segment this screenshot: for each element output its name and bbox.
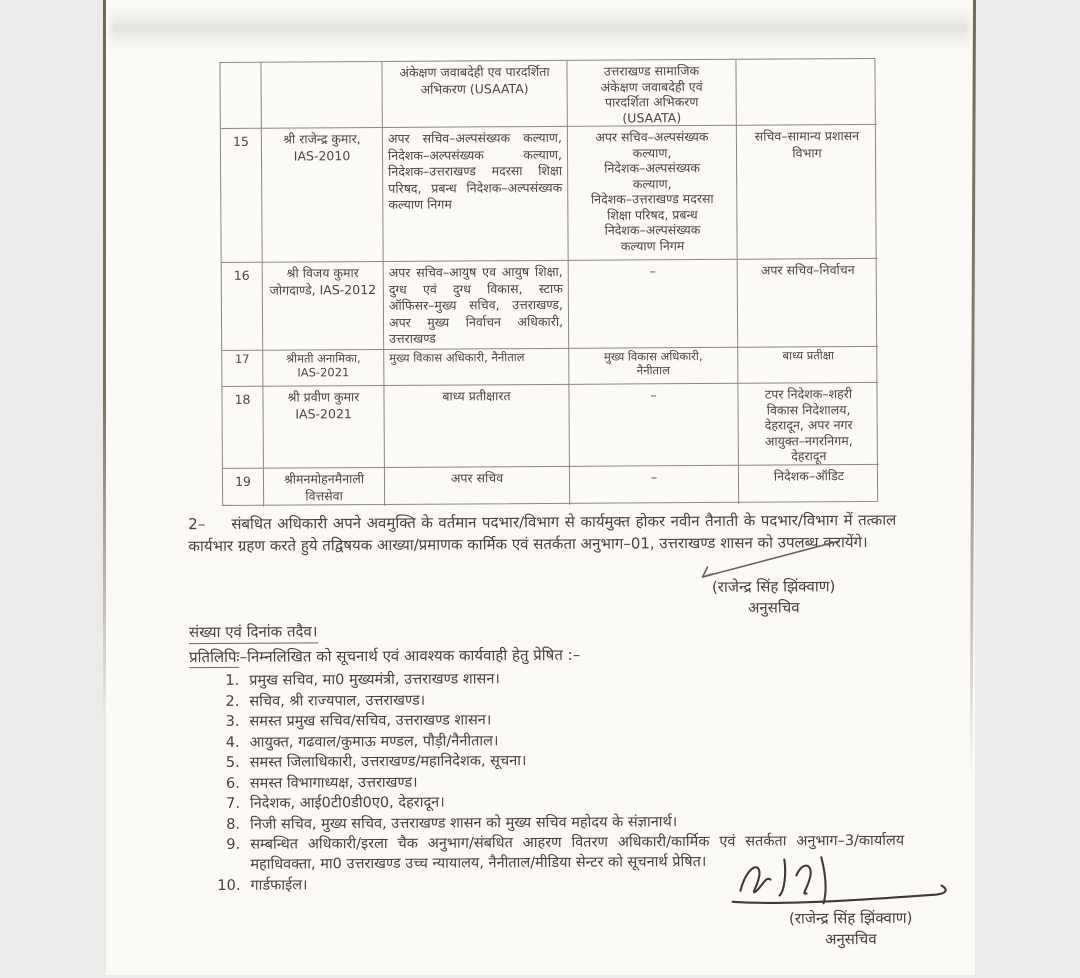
item-text: सचिव, श्री राज्यपाल, उत्तराखण्ड।	[249, 692, 426, 710]
table-cell: –	[570, 466, 739, 505]
signature-title: अनुसचिव	[824, 929, 877, 949]
table-cell: सचिव–सामान्य प्रशासन विभाग	[737, 125, 878, 260]
table-cell: मुख्य विकास अधिकारी, नैनीताल	[384, 349, 569, 386]
table-cell: उत्तराखण्ड सामाजिक अंकेक्षण जवाबदेही एवं पारदर्शिता अभिकरण (USAATA)	[567, 60, 736, 127]
table-cell: श्री विजय कुमार जोगदाण्डे, IAS-2012	[263, 262, 385, 351]
item-number: 1.	[225, 672, 240, 689]
copy-line	[189, 645, 580, 667]
item-text: निदेशक, आई0टी0डी0ए0, देहरादून।	[249, 794, 445, 812]
officer-signature-block-bottom	[741, 907, 961, 950]
item-number: 10.	[217, 877, 241, 894]
item-text: समस्त प्रमुख सचिव/सचिव, उत्तराखण्ड शासन।	[249, 712, 492, 730]
table-cell: अंकेक्षण जवाबदेही एव पारदर्शिता अभिकरण (USAATA)	[382, 61, 567, 128]
item-text: गार्डफाईल।	[250, 876, 308, 894]
paragraph-text: संबधित अधिकारी अपने अवमुक्ति के वर्तमान पदभार/विभाग से कार्यमुक्त होकर नवीन तैनाती के पदभार/विभाग में तत्काल कार्यभार ग्रहण करते हुये तद्विषयक आख्या/प्रमाणक कार्मिक एवं सतर्कता अनुभाग–01, उत्तराखण्ड शासन को उपलब्ध करायेंगे।	[188, 510, 897, 556]
table-cell: मुख्य विकास अधिकारी, नैनीताल	[569, 348, 738, 385]
table-cell: 15	[221, 129, 263, 263]
table-cell: श्रीमनमोहनमैनाली वित्तसेवा	[264, 468, 385, 507]
item-number: 6.	[225, 775, 240, 792]
signature-title: अनुसचिव	[747, 598, 800, 617]
table-cell: अपर सचिव–निर्वाचन	[738, 259, 879, 348]
item-number: 8.	[226, 816, 241, 833]
table-cell: –	[569, 260, 739, 349]
table-cell: निदेशक–ऑडिट	[773, 468, 845, 484]
item-text: निजी सचिव, मुख्य सचिव, उत्तराखण्ड शासन को मुख्य सचिव महोदय के संज्ञानार्थ।	[250, 813, 678, 833]
item-text: आयुक्त, गढवाल/कुमाऊ मण्डल, पौड़ी/नैनीताल।	[249, 732, 499, 751]
table-cell	[261, 62, 382, 129]
signature-name: (राजेन्द्र सिंह झिंक्वाण)	[711, 577, 836, 596]
signature-name: (राजेन्द्र सिंह झिंक्वाण)	[788, 908, 913, 928]
table-cell: 19	[223, 469, 264, 507]
reference-line: संख्या एवं दिनांक तदैव।	[189, 621, 318, 644]
table-cell: अपर सचिव–अल्पसंख्यक कल्याण, निदेशक–अल्पसंख्यक कल्याण, निदेशक–उत्तराखण्ड मदरसा शिक्षा परिषद, प्रबन्ध निदेशक–अल्पसंख्यक कल्याण निगम	[383, 127, 569, 262]
table-cell: 18	[222, 387, 264, 469]
item-number: 3.	[225, 713, 240, 730]
table-cell: 16	[222, 263, 264, 351]
copy-label: प्रतिलिपिः	[189, 647, 240, 667]
item-number: 7.	[226, 795, 241, 812]
table-cell: श्री प्रवीण कुमार IAS-2021	[263, 386, 384, 469]
table-cell: श्रीमती अनामिका, IAS-2021	[263, 350, 384, 387]
table-cell: टपर निदेशक–शहरी विकास निदेशालय, देहरादून, अपर नगर आयुक्त–नगरनिगम, देहरादून	[738, 383, 878, 466]
table-cell: अपर सचिव–आयुष एव आयुष शिक्षा, दुग्ध एवं दुग्ध विकास, स्टाफ ऑफिसर–मुख्य सचिव, उत्तराखण्ड, अपर मुख्य निर्वाचन अधिकारी, उत्तराखण्ड	[384, 261, 570, 350]
item-text: समस्त विभागाध्यक्ष, उत्तराखण्ड।	[249, 774, 418, 792]
item-text: प्रमुख सचिव, मा0 मुख्यमंत्री, उत्तराखण्ड शासन।	[249, 671, 500, 689]
table-cell: अपर सचिव–अल्पसंख्यक कल्याण, निदेशक–अल्पसंख्यक कल्याण, निदेशक–उत्तराखण्ड मदरसा शिक्षा परिषद, प्रबन्ध निदेशक–अल्पसंख्यक कल्याण निगम	[568, 126, 738, 261]
transfer-table	[219, 58, 878, 506]
item-text: सम्बन्धित अधिकारी/इरला चैक अनुभाग/संबधित आहरण वितरण अधिकारी/कार्मिक एवं सतर्कता अनुभाग–3/कार्यालय महाधिवक्ता, मा0 उत्तराखण्ड उच्च न्यायालय, नैनीताल/मीडिया सेन्टर को सूचनार्थ प्रेषित।	[250, 832, 905, 873]
item-number: 5.	[225, 754, 240, 771]
table-cell: श्री राजेन्द्र कुमार, IAS-2010	[262, 128, 384, 263]
item-text: समस्त जिलाधिकारी, उत्तराखण्ड/महानिदेशक, सूचना।	[249, 753, 527, 771]
signature-scribble-icon	[724, 849, 959, 912]
item-number: 9.	[226, 836, 241, 853]
officer-signature-block	[649, 576, 899, 620]
table-cell: अपर सचिव	[385, 467, 570, 506]
paragraph-number: 2–	[188, 515, 206, 534]
table-cell	[220, 63, 261, 129]
copy-text: –निम्नलिखित को सूचनार्थ एवं आवश्यक कार्यवाही हेतु प्रेषित :–	[239, 645, 581, 666]
table-cell: 17	[222, 351, 263, 387]
item-number: 2.	[225, 693, 240, 710]
item-number: 4.	[225, 734, 240, 751]
table-cell: बाध्य प्रतीक्षा	[738, 347, 878, 384]
table-cell: –	[569, 384, 738, 467]
table-cell: बाध्य प्रतीक्षारत	[384, 385, 569, 468]
table-cell	[736, 59, 876, 126]
